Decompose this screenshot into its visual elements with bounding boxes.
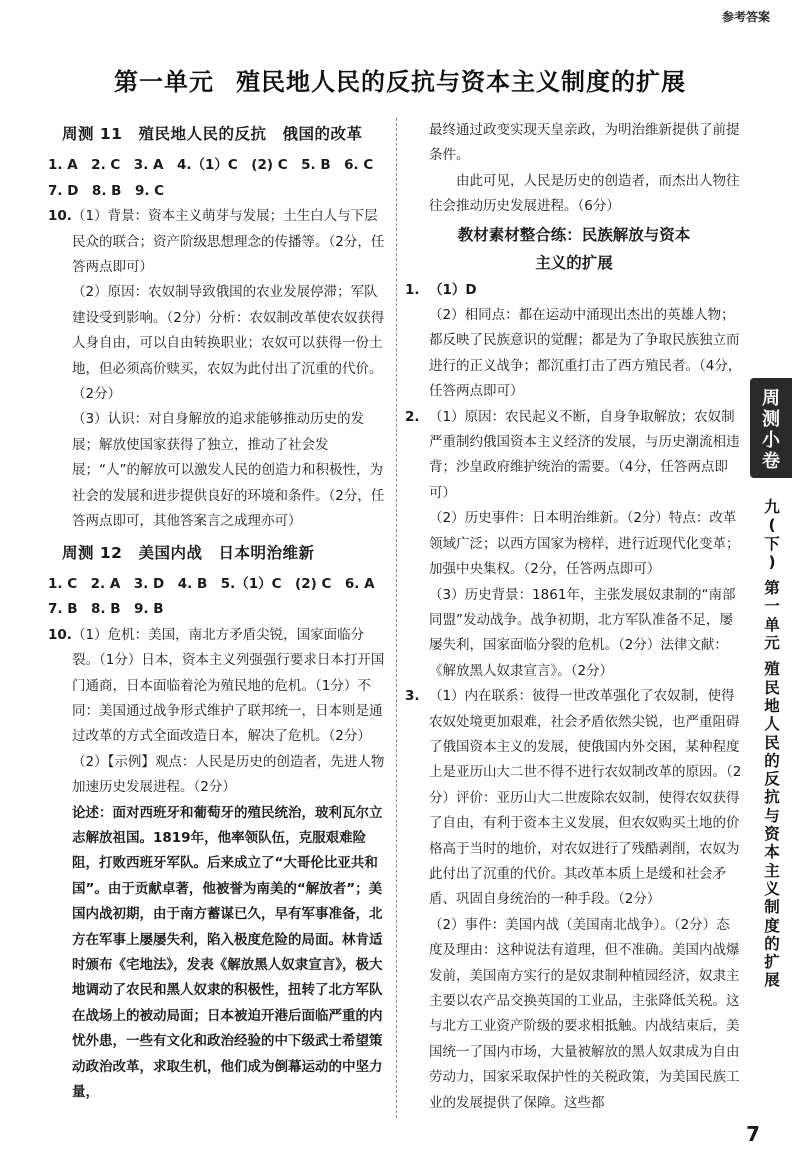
conclusion-text: 由此可见，人民是历史的创造者，而杰出人物往往会推动历史发展进程。（6分） (429, 172, 740, 215)
unit-title (0, 62, 800, 97)
side-title-char: 的 (764, 751, 780, 770)
side-title-char: 资 (764, 825, 780, 844)
side-tab-char: 周 (762, 388, 780, 409)
question-number: 3. (405, 688, 420, 705)
answer-part-1: （1）内在联系：彼得一世改革强化了农奴制，使得农奴处境更加艰难，社会矛盾依然尖锐，也严重阻碍了俄国资本主义的发展，使俄国内外交困，某种程度上是亚历山大二世不得不进行农奴制改革的原因。（2分）评价：亚历山大二世废除农奴制，使得农奴获得了自由，有利于资本主义发展，但农奴购买土地的价格高于当时的地价，对农奴进行了残酷剥削，农奴为此付出了沉重的代价。其改革本质上是缓和社会矛盾、巩固自身统治的一种手段。（2分） (429, 688, 742, 908)
answer-part-1: （1）危机：美国，南北方矛盾尖锐，国家面临分裂。（1分）日本，资本主义列强强行要求日本打开国门通商，日本面临着沦为殖民地的危机。（1分）不同：美国通过战争形式维护了联邦统一，日本则是通过改革的方式全面改造日本，解决了危机。（2分） (72, 626, 385, 745)
answer-part-2: （2）【示例】观点：人民是历史的创造者，先进人物加速历史发展进程。（2分） (72, 753, 385, 796)
side-title-char: 制 (764, 898, 780, 917)
question-number: 10. (48, 208, 72, 225)
side-unit-char: 一 (764, 597, 780, 616)
side-tab-weekly-test (750, 378, 792, 478)
answer-part-2: （2）事件：美国内战（美国南北战争）。（2分）态度及理由：这种说法有道理，但不准确。美国内战爆发前，美国南方实行的是奴隶制种植园经济，奴隶主主要以农产品交换英国的工业品，主张降低关税。这与北方工业资产阶级的要求相抵触。内战结束后，美国统一了国内市场，大量被解放的黑人奴隶成为自由劳动力，国家采取保护性的关税政策，为美国民族工业的发展提供了保障。这些都 (429, 916, 740, 1111)
side-title-char: 本 (764, 843, 780, 862)
answer-argument: 论述：面对西班牙和葡萄牙的殖民统治，玻利瓦尔立志解放祖国。1819年，他率领队伍，克服艰难险阻，打败西班牙军队。后来成立了“大哥伦比亚共和国”。由于贡献卓著，他被誉为南美的“解放者”；美国内战初期，由于南方蓄谋已久，早有军事准备，北方在军事上屡屡失利，陷入极度危险的局面。林肯适时颁布《宅地法》，发表《解放黑人奴隶宣言》，极大地调动了农民和黑人奴隶的积极性，扭转了北方军队在战场上的被动局面；日本被迫开港后面临严重的内忧外患，一些有文化和政治经验的中下级武士希望策动政治改革，求取生机，他们成为倒幕运动的中坚力量， (72, 804, 383, 1101)
unit-title-name: 殖民地人民的反抗与资本主义制度的扩展 (236, 68, 686, 96)
side-title-char: 地 (764, 696, 780, 715)
unit-title-number: 第一单元 (114, 68, 214, 96)
question-3-answer (405, 684, 743, 1116)
side-unit-char: 第 (764, 579, 780, 598)
side-title-char: 扩 (764, 953, 780, 972)
continued-answer (405, 118, 743, 220)
side-vertical-title (757, 498, 787, 990)
choice-answers-line-2: 7. D 8. B 9. C (48, 182, 165, 199)
continued-text: 最终通过政变实现天皇亲政，为明治维新提供了前提条件。 (429, 122, 740, 164)
choice-answers-line-2: 7. B 8. B 9. B (48, 601, 164, 618)
question-2-answer (405, 405, 743, 684)
page-number: 7 (746, 1122, 760, 1146)
side-title-char: 主 (764, 861, 780, 880)
side-title-char: 反 (764, 770, 780, 789)
side-title-char: 的 (764, 934, 780, 953)
side-title-char: 度 (764, 916, 780, 935)
side-tab-char: 卷 (762, 451, 780, 472)
answer-part-3: （3）认识：对自身解放的追求能够推动历史的发展；解放使国家获得了独立，推动了社会发展；“人”的解放可以激发人民的创造力和积极性，为社会的发展和进步提供良好的环境和条件。（2分，任答两点即可，其他答案言之成理亦可） (72, 411, 385, 530)
side-title-char: 与 (764, 806, 780, 825)
side-grade-char: 九 (764, 498, 780, 516)
side-tab-char: 测 (762, 409, 780, 430)
side-title-char: 抗 (764, 788, 780, 807)
side-title-char: 展 (764, 971, 780, 990)
column-divider (396, 118, 397, 1118)
answer-part-1: （1）背景：资本主义萌芽与发展；土生白人与下层民众的联合；资产阶级思想理念的传播等。（2分，任答两点即可） (72, 208, 385, 276)
section-title-textbook-line-2: 主义的扩展 (535, 253, 613, 272)
left-column (48, 118, 386, 1105)
question-1-answer (405, 278, 743, 405)
side-title-char: 义 (764, 879, 780, 898)
header-reference-label: 参考答案 (721, 10, 770, 24)
answer-part-2: （2）历史事件：日本明治维新。（2分）特点：改革领域广泛；以西方国家为榜样，进行近现代化变革；加强中央集权。（2分，任答两点即可） (429, 510, 740, 578)
choice-answers-line-1: 1. A 2. C 3. A 4.（1）C (2) C 5. B 6. C (48, 157, 374, 174)
answer-part-1: （1）原因：农民起义不断，自身争取解放；农奴制严重制约俄国资本主义经济的发展，与历史潮流相违背；沙皇政府维护统治的需要。（4分，任答两点即可） (429, 408, 740, 501)
side-grade-char: ( (768, 516, 776, 535)
side-grade-char: 下 (764, 534, 780, 553)
answer-part-2: （2）原因：农奴制导致俄国的农业发展停滞；军队建设受到影响。（2分）分析：农奴制改革使农奴获得人身自由，可以自由转换职业；农奴可以获得一份土地，但必须高价赎买，农奴为此付出了沉重的代价。（2分） (72, 284, 385, 403)
side-grade-char: ) (768, 552, 776, 571)
side-unit-char: 单 (764, 615, 780, 634)
side-title-char: 民 (764, 733, 780, 752)
answer-part-1: （1）D (429, 281, 477, 298)
answer-part-3: （3）历史背景：1861年，主张发展奴隶制的“南部同盟”发动战争。战争初期，北方军队准备不足，屡屡失利，国家面临分裂的危机。（2分）法律文献：《解放黑人奴隶宣言》。（2分） (429, 586, 736, 679)
question-10-answer (48, 204, 386, 534)
side-title-char: 民 (764, 678, 780, 697)
answer-part-2: （2）相同点：都在运动中涌现出杰出的英雄人物；都反映了民族意识的觉醒；都是为了争取民族独立而进行的正义战争；都沉重打击了西方殖民者。（4分，任答两点即可） (429, 307, 742, 400)
question-10-answer (48, 623, 386, 1106)
section-title-week-11: 周测 11 殖民地人民的反抗 俄国的改革 (62, 125, 363, 143)
choice-answers-line-1: 1. C 2. A 3. D 4. B 5.（1）C (2) C 6. A (48, 575, 375, 592)
question-number: 1. (405, 281, 420, 298)
side-title-char: 殖 (764, 660, 780, 679)
section-title-textbook-line-1: 教材素材整合练：民族解放与资本 (457, 225, 691, 244)
side-unit-char: 元 (764, 634, 780, 653)
question-number: 2. (405, 408, 420, 425)
question-number: 10. (48, 626, 72, 643)
side-tab-char: 小 (762, 430, 780, 451)
side-title-char: 人 (764, 715, 780, 734)
right-column (405, 118, 743, 1116)
section-title-week-12: 周测 12 美国内战 日本明治维新 (62, 543, 315, 562)
